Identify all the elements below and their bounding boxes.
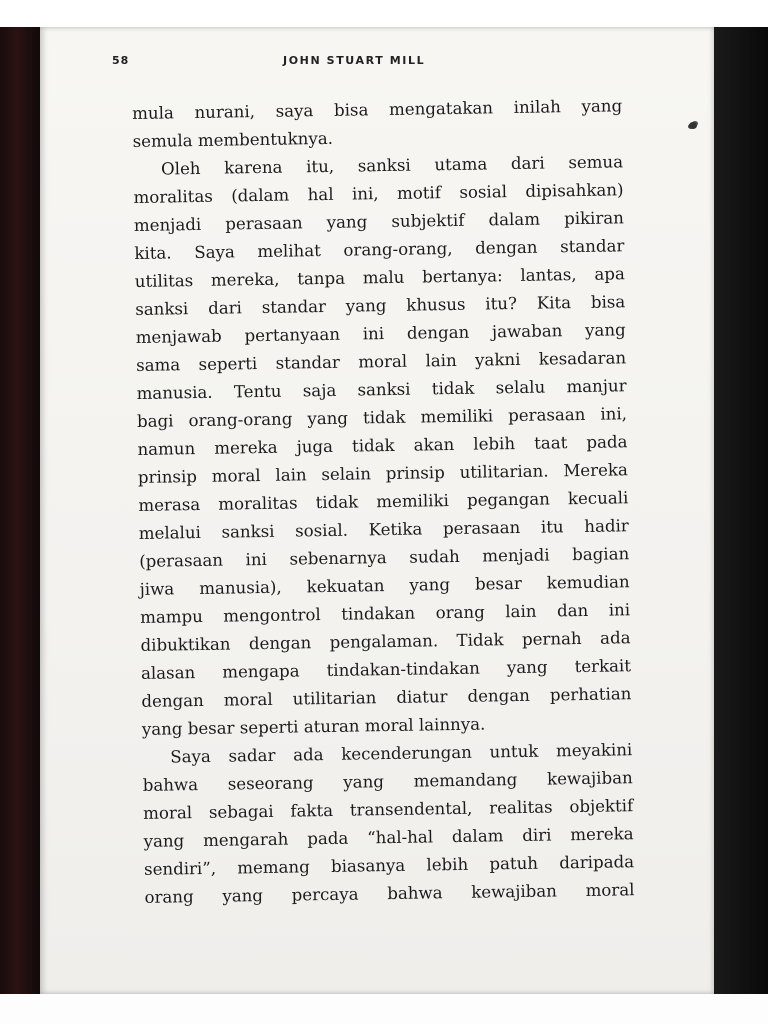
- left-dark-edge: [0, 27, 42, 994]
- body-text: [132, 92, 635, 912]
- text-line: manusia. Tentu saja sanksi tidak selalu manjur: [136, 376, 627, 403]
- text-line: merasa moralitas tidak memiliki pegangan kecuali: [138, 488, 629, 515]
- text-line: alasan mengapa tindakan-tindakan yang terkait: [140, 656, 632, 683]
- text-line: prinsip moral lain selain prinsip utilitarian. Mereka: [137, 460, 629, 487]
- text-line: sendiri”, memang biasanya lebih patuh daripada: [143, 852, 635, 879]
- text-line: menjawab pertanyaan ini dengan jawaban yang: [135, 320, 626, 347]
- text-line: moral sebagai fakta transendental, realitas objektif: [143, 796, 634, 823]
- text-line: Oleh karena itu, sanksi utama dari semua: [160, 152, 624, 179]
- page-number: 58: [112, 54, 130, 67]
- text-line: kita. Saya melihat orang-orang, dengan standar: [134, 236, 625, 263]
- text-line: yang besar seperti aturan moral lainnya.: [141, 714, 486, 739]
- text-line: moralitas (dalam hal ini, motif sosial dipisahkan): [133, 180, 624, 207]
- text-line: semula membentuknya.: [132, 128, 334, 151]
- running-head: JOHN STUART MILL: [283, 54, 426, 67]
- page-header: [112, 54, 592, 72]
- text-line: dibuktikan dengan pengalaman. Tidak pernah ada: [140, 628, 631, 655]
- text-line: bahwa seseorang yang memandang kewajiban: [142, 768, 633, 795]
- text-line: jiwa manusia), kekuatan yang besar kemudian: [139, 572, 630, 599]
- text-line: sama seperti standar moral lain yakni kesadaran: [136, 348, 627, 375]
- text-line: melalui sanksi sosial. Ketika perasaan itu hadir: [138, 516, 629, 543]
- dust-speck: [689, 122, 697, 129]
- text-line: utilitas mereka, tanpa malu bertanya: lantas, apa: [134, 264, 625, 291]
- text-line: mampu mengontrol tindakan orang lain dan ini: [139, 600, 631, 627]
- text-line: menjadi perasaan yang subjektif dalam pikiran: [133, 208, 625, 235]
- text-line: (perasaan ini sebenarnya sudah menjadi bagian: [139, 544, 630, 571]
- text-line: bagi orang-orang yang tidak memiliki perasaan ini,: [136, 404, 628, 431]
- bottom-margin: [0, 994, 768, 1024]
- top-margin: [0, 0, 768, 27]
- right-dark-edge: [712, 27, 768, 994]
- text-line: dengan moral utilitarian diatur dengan perhatian: [141, 684, 632, 711]
- text-line: mula nurani, saya bisa mengatakan inilah yang: [132, 96, 623, 123]
- text-line: yang mengarah pada “hal-hal dalam diri mereka: [143, 824, 634, 851]
- text-line: namun mereka juga tidak akan lebih taat pada: [137, 432, 628, 459]
- text-line: orang yang percaya bahwa kewajiban moral: [144, 880, 635, 907]
- text-line: Saya sadar ada kecenderungan untuk meyakini: [170, 740, 633, 767]
- text-line: sanksi dari standar yang khusus itu? Kita bisa: [135, 292, 626, 319]
